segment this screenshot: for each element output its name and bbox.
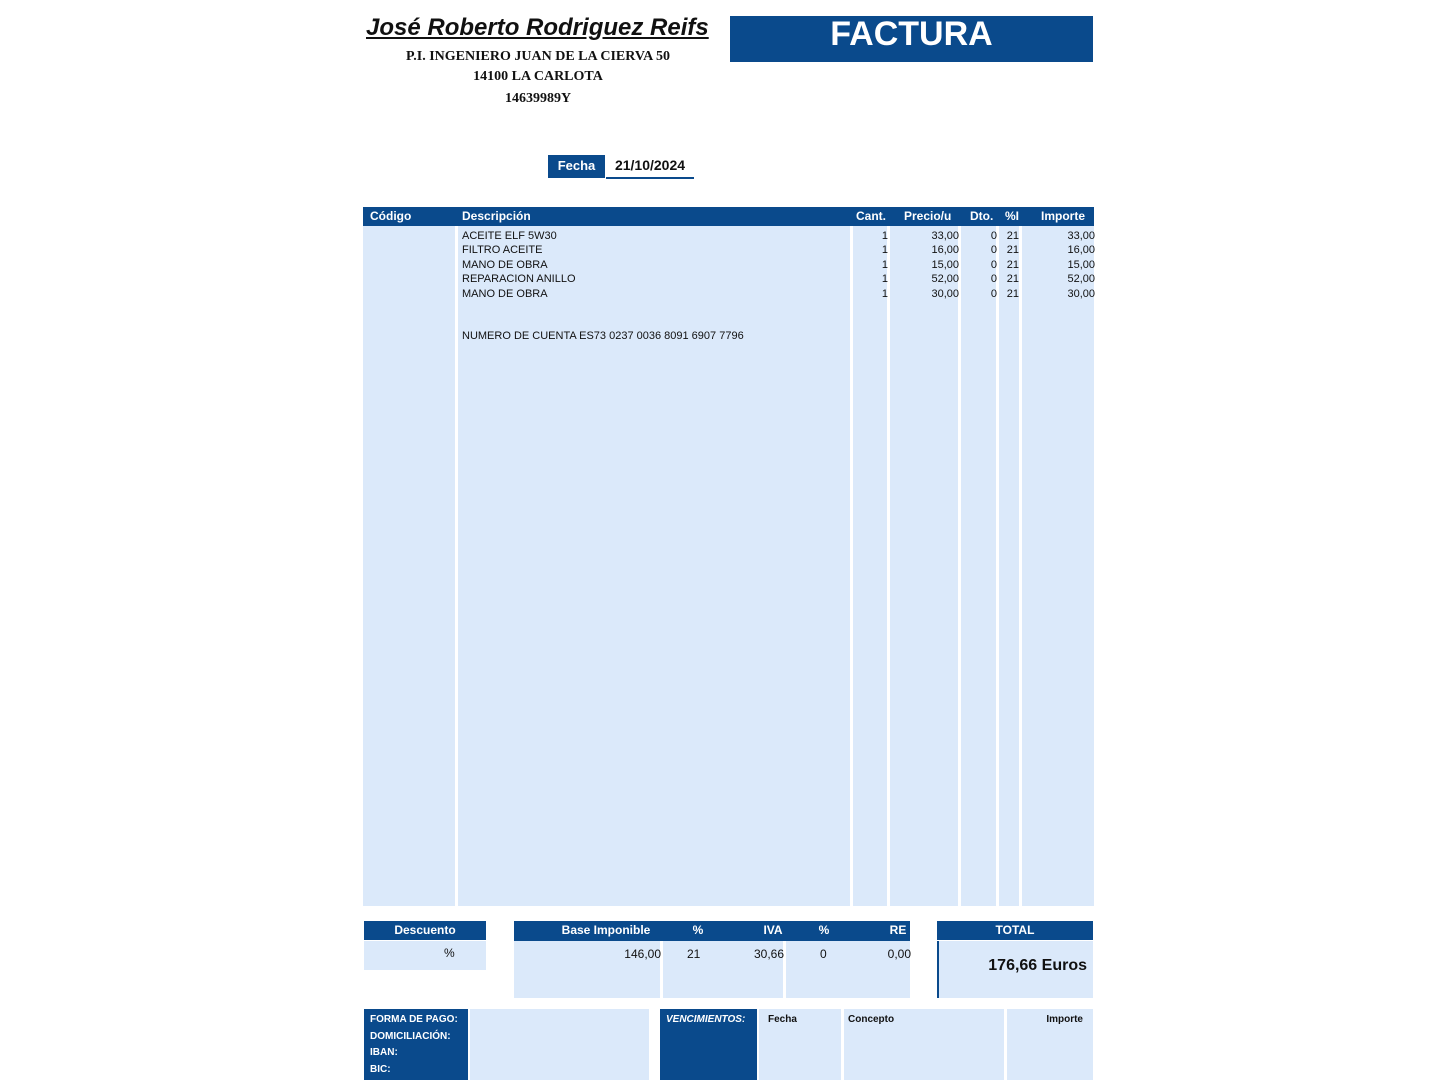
col-header-precio: Precio/u [904, 209, 952, 223]
line-item-amount: 33,00 [1067, 230, 1095, 242]
tax-base-value: 146,00 [624, 947, 661, 961]
line-item-amount: 16,00 [1067, 244, 1095, 257]
iban-label: IBAN: [370, 1047, 398, 1058]
line-item-discount: 0 [990, 244, 997, 257]
due-date-fecha-label: Fecha [768, 1014, 797, 1025]
due-date-concepto-label: Concepto [848, 1014, 895, 1025]
col-header-iva: %I [1005, 209, 1020, 223]
tax-pct-value: 21 [687, 947, 701, 961]
payment-method-label: FORMA DE PAGO: [370, 1014, 458, 1025]
discount-header: Descuento [364, 921, 486, 940]
due-date-fecha-cell [759, 1009, 841, 1080]
line-item-description: FILTRO ACEITE [462, 244, 543, 257]
due-date-concepto-cell [844, 1009, 1004, 1080]
line-item-description: MANO DE OBRA [462, 287, 548, 300]
line-item-discount: 0 [990, 273, 997, 286]
payment-labels-block [364, 1009, 468, 1080]
company-address: P.I. INGENIERO JUAN DE LA CIERVA 50 [405, 49, 670, 64]
date-value: 21/10/2024 [606, 155, 694, 179]
line-item-quantity: 1 [881, 230, 888, 242]
company-nif: 14639989Y [504, 91, 572, 106]
line-item-price: 30,00 [931, 287, 959, 300]
column-iva [999, 226, 1019, 906]
column-dto [961, 226, 996, 906]
due-date-importe-cell [1007, 1009, 1093, 1080]
col-header-codigo: Código [370, 209, 412, 223]
col-header-dto: Dto. [970, 209, 994, 223]
bank-account-note: NUMERO DE CUENTA ES73 0237 0036 8091 6907 7796 [462, 330, 744, 343]
line-item-amount: 15,00 [1067, 258, 1095, 271]
column-codigo [363, 226, 455, 906]
line-item-description: REPARACION ANILLO [462, 273, 576, 286]
total-value: 176,66 Euros [988, 957, 1087, 974]
line-item-vat: 21 [1006, 244, 1019, 257]
discount-cell [364, 941, 486, 970]
tax-pct2-value: 0 [820, 947, 827, 961]
total-header: TOTAL [937, 921, 1093, 940]
line-item-quantity: 1 [881, 244, 888, 257]
tax-iva-header: IVA [763, 923, 783, 937]
line-item-quantity: 1 [881, 258, 888, 271]
document-title: FACTURA [730, 16, 1093, 62]
line-item-amount: 52,00 [1067, 273, 1095, 286]
line-item-price: 16,00 [931, 244, 959, 257]
line-item-discount: 0 [990, 287, 997, 300]
line-item-description: MANO DE OBRA [462, 258, 548, 271]
direct-debit-label: DOMICILIACIÓN: [370, 1030, 451, 1042]
date-label: Fecha [548, 155, 605, 178]
due-date-importe-label: Importe [1046, 1014, 1083, 1025]
company-name: José Roberto Rodriguez Reifs [366, 14, 709, 41]
line-item-quantity: 1 [881, 273, 888, 286]
discount-pct-symbol: % [444, 946, 455, 960]
tax-re-value: 0,00 [887, 947, 911, 961]
column-precio [890, 226, 958, 906]
column-importe [1022, 226, 1094, 906]
bic-label: BIC: [370, 1063, 391, 1075]
line-item-price: 33,00 [931, 230, 959, 242]
col-header-cant: Cant. [856, 209, 886, 223]
line-item-discount: 0 [990, 258, 997, 271]
line-item-price: 15,00 [931, 258, 959, 271]
column-cant [853, 226, 887, 906]
line-item-vat: 21 [1006, 258, 1019, 271]
col-header-importe: Importe [1041, 209, 1086, 223]
tax-iva-value: 30,66 [753, 947, 784, 961]
line-item-vat: 21 [1006, 287, 1019, 300]
description-list [458, 226, 850, 343]
payment-values-block [470, 1009, 649, 1080]
tax-re-header: RE [889, 923, 907, 937]
line-item-price: 52,00 [931, 273, 959, 286]
due-dates-label: VENCIMIENTOS: [666, 1014, 746, 1025]
tax-pct2-header: % [818, 923, 830, 937]
line-item-amount: 30,00 [1067, 287, 1095, 300]
col-header-descripcion: Descripción [462, 209, 531, 223]
line-item-quantity: 1 [881, 287, 888, 300]
company-city: 14100 LA CARLOTA [473, 69, 603, 84]
column-descripcion [458, 226, 850, 906]
tax-base-header: Base Imponible [561, 923, 651, 937]
total-cell [937, 941, 1093, 998]
line-item-vat: 21 [1006, 230, 1019, 242]
line-item-description: ACEITE ELF 5W30 [462, 230, 557, 242]
tax-pct-header: % [692, 923, 704, 937]
due-dates-block [660, 1009, 757, 1080]
line-item-discount: 0 [990, 230, 997, 242]
line-item-vat: 21 [1006, 273, 1019, 286]
